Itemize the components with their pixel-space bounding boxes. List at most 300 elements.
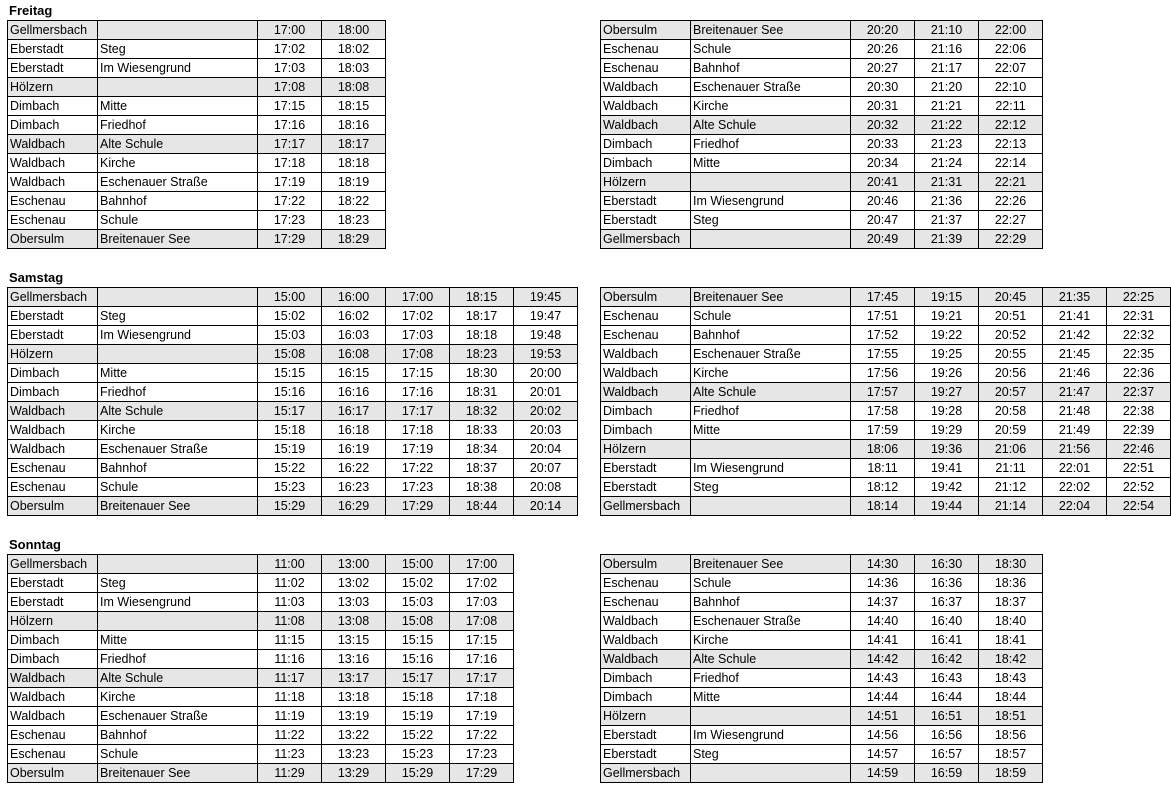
time-cell: 15:03	[258, 326, 322, 345]
time-cell: 20:30	[851, 78, 915, 97]
time-cell: 14:36	[851, 574, 915, 593]
town-cell: Eschenau	[8, 745, 98, 764]
stop-cell	[98, 612, 258, 631]
table-row	[601, 612, 1043, 631]
table-row	[8, 497, 578, 516]
time-cell: 14:41	[851, 631, 915, 650]
time-cell: 19:48	[514, 326, 578, 345]
town-cell: Waldbach	[601, 78, 691, 97]
time-cell: 16:42	[915, 650, 979, 669]
town-cell: Obersulm	[8, 230, 98, 249]
stop-cell: Eschenauer Straße	[691, 78, 851, 97]
table-row	[8, 97, 386, 116]
table-row	[601, 345, 1171, 364]
time-cell: 18:06	[851, 440, 915, 459]
stop-cell: Eschenauer Straße	[98, 173, 258, 192]
town-cell: Dimbach	[8, 364, 98, 383]
time-cell: 11:03	[258, 593, 322, 612]
time-cell: 19:27	[915, 383, 979, 402]
time-cell: 17:22	[258, 192, 322, 211]
table-row	[8, 21, 386, 40]
town-cell: Eschenau	[601, 574, 691, 593]
time-cell: 17:19	[450, 707, 514, 726]
stop-cell	[98, 21, 258, 40]
time-cell: 15:08	[258, 345, 322, 364]
time-cell: 19:28	[915, 402, 979, 421]
time-cell: 20:45	[979, 288, 1043, 307]
stop-cell: Bahnhof	[98, 726, 258, 745]
time-cell: 21:23	[915, 135, 979, 154]
table-row	[601, 669, 1043, 688]
time-cell: 18:17	[450, 307, 514, 326]
time-cell: 17:08	[258, 78, 322, 97]
table-row	[601, 631, 1043, 650]
time-cell: 17:56	[851, 364, 915, 383]
time-cell: 13:29	[322, 764, 386, 783]
stop-cell: Im Wiesengrund	[691, 459, 851, 478]
stop-cell: Im Wiesengrund	[98, 326, 258, 345]
time-cell: 15:29	[258, 497, 322, 516]
town-cell: Dimbach	[601, 688, 691, 707]
time-cell: 17:08	[450, 612, 514, 631]
time-cell: 13:19	[322, 707, 386, 726]
time-cell: 22:36	[1107, 364, 1171, 383]
time-cell: 18:40	[979, 612, 1043, 631]
time-cell: 17:15	[258, 97, 322, 116]
time-cell: 22:21	[979, 173, 1043, 192]
town-cell: Obersulm	[601, 21, 691, 40]
time-cell: 18:59	[979, 764, 1043, 783]
time-cell: 11:19	[258, 707, 322, 726]
town-cell: Eberstadt	[601, 726, 691, 745]
time-cell: 17:02	[450, 574, 514, 593]
town-cell: Hölzern	[601, 440, 691, 459]
town-cell: Eberstadt	[8, 307, 98, 326]
time-cell: 17:58	[851, 402, 915, 421]
town-cell: Gellmersbach	[8, 555, 98, 574]
town-cell: Dimbach	[8, 631, 98, 650]
stop-cell	[691, 764, 851, 783]
town-cell: Eschenau	[601, 40, 691, 59]
time-cell: 22:25	[1107, 288, 1171, 307]
time-cell: 19:22	[915, 326, 979, 345]
stop-cell: Friedhof	[98, 116, 258, 135]
time-cell: 16:03	[322, 326, 386, 345]
time-cell: 21:49	[1043, 421, 1107, 440]
time-cell: 17:22	[386, 459, 450, 478]
table-row	[8, 288, 578, 307]
time-cell: 17:15	[450, 631, 514, 650]
time-cell: 11:02	[258, 574, 322, 593]
time-cell: 22:04	[1043, 497, 1107, 516]
town-cell: Eberstadt	[8, 593, 98, 612]
stop-cell: Steg	[691, 745, 851, 764]
time-cell: 21:20	[915, 78, 979, 97]
stop-cell: Schule	[98, 745, 258, 764]
table-row	[601, 402, 1171, 421]
timetable-samstag-return	[600, 287, 1171, 516]
town-cell: Hölzern	[8, 345, 98, 364]
time-cell: 15:00	[386, 555, 450, 574]
town-cell: Hölzern	[601, 707, 691, 726]
town-cell: Waldbach	[601, 631, 691, 650]
time-cell: 20:51	[979, 307, 1043, 326]
time-cell: 15:18	[258, 421, 322, 440]
table-row	[8, 669, 514, 688]
time-cell: 14:30	[851, 555, 915, 574]
stop-cell: Alte Schule	[98, 402, 258, 421]
time-cell: 16:22	[322, 459, 386, 478]
time-cell: 21:35	[1043, 288, 1107, 307]
town-cell: Gellmersbach	[601, 497, 691, 516]
time-cell: 18:51	[979, 707, 1043, 726]
time-cell: 16:18	[322, 421, 386, 440]
stop-cell	[691, 230, 851, 249]
time-cell: 21:46	[1043, 364, 1107, 383]
time-cell: 17:23	[258, 211, 322, 230]
time-cell: 15:22	[258, 459, 322, 478]
table-row	[8, 383, 578, 402]
town-cell: Eberstadt	[601, 745, 691, 764]
stop-cell: Kirche	[691, 631, 851, 650]
time-cell: 17:16	[258, 116, 322, 135]
time-cell: 20:32	[851, 116, 915, 135]
time-cell: 13:18	[322, 688, 386, 707]
time-cell: 20:03	[514, 421, 578, 440]
town-cell: Eberstadt	[8, 574, 98, 593]
stop-cell: Alte Schule	[691, 650, 851, 669]
time-cell: 17:57	[851, 383, 915, 402]
time-cell: 15:03	[386, 593, 450, 612]
time-cell: 13:00	[322, 555, 386, 574]
town-cell: Eschenau	[601, 593, 691, 612]
table-row	[601, 555, 1043, 574]
table-row	[601, 364, 1171, 383]
town-cell: Eberstadt	[601, 211, 691, 230]
stop-cell: Kirche	[691, 364, 851, 383]
time-cell: 20:00	[514, 364, 578, 383]
time-cell: 17:00	[386, 288, 450, 307]
time-cell: 20:46	[851, 192, 915, 211]
time-cell: 17:51	[851, 307, 915, 326]
time-cell: 18:32	[450, 402, 514, 421]
stop-cell: Breitenauer See	[691, 21, 851, 40]
town-cell: Eberstadt	[601, 459, 691, 478]
time-cell: 17:17	[258, 135, 322, 154]
time-cell: 22:52	[1107, 478, 1171, 497]
time-cell: 14:44	[851, 688, 915, 707]
table-row	[8, 78, 386, 97]
time-cell: 17:08	[386, 345, 450, 364]
time-cell: 17:00	[450, 555, 514, 574]
time-cell: 17:19	[386, 440, 450, 459]
town-cell: Waldbach	[8, 669, 98, 688]
time-cell: 14:57	[851, 745, 915, 764]
time-cell: 17:18	[386, 421, 450, 440]
time-cell: 13:15	[322, 631, 386, 650]
table-row	[8, 631, 514, 650]
town-cell: Eberstadt	[8, 40, 98, 59]
time-cell: 16:30	[915, 555, 979, 574]
time-cell: 21:14	[979, 497, 1043, 516]
stop-cell: Breitenauer See	[98, 764, 258, 783]
time-cell: 15:22	[386, 726, 450, 745]
time-cell: 22:00	[979, 21, 1043, 40]
time-cell: 17:29	[450, 764, 514, 783]
time-cell: 16:17	[322, 402, 386, 421]
time-cell: 20:01	[514, 383, 578, 402]
town-cell: Gellmersbach	[601, 230, 691, 249]
time-cell: 22:10	[979, 78, 1043, 97]
table-row	[601, 726, 1043, 745]
time-cell: 18:00	[322, 21, 386, 40]
town-cell: Eberstadt	[8, 59, 98, 78]
town-cell: Waldbach	[601, 364, 691, 383]
table-row	[601, 478, 1171, 497]
stop-cell: Kirche	[98, 154, 258, 173]
time-cell: 17:18	[258, 154, 322, 173]
time-cell: 14:43	[851, 669, 915, 688]
time-cell: 16:59	[915, 764, 979, 783]
table-row	[601, 497, 1171, 516]
time-cell: 13:22	[322, 726, 386, 745]
stop-cell: Breitenauer See	[691, 288, 851, 307]
table-row	[8, 421, 578, 440]
table-row	[8, 326, 578, 345]
time-cell: 18:37	[450, 459, 514, 478]
section-title-sonntag: Sonntag	[9, 537, 61, 552]
time-cell: 20:49	[851, 230, 915, 249]
town-cell: Obersulm	[8, 764, 98, 783]
time-cell: 18:18	[322, 154, 386, 173]
town-cell: Dimbach	[601, 154, 691, 173]
table-row	[8, 707, 514, 726]
time-cell: 15:16	[258, 383, 322, 402]
time-cell: 16:43	[915, 669, 979, 688]
table-row	[8, 593, 514, 612]
time-cell: 15:08	[386, 612, 450, 631]
town-cell: Waldbach	[8, 173, 98, 192]
time-cell: 20:08	[514, 478, 578, 497]
time-cell: 13:02	[322, 574, 386, 593]
stop-cell	[691, 707, 851, 726]
table-row	[601, 288, 1171, 307]
time-cell: 18:42	[979, 650, 1043, 669]
time-cell: 16:02	[322, 307, 386, 326]
time-cell: 18:36	[979, 574, 1043, 593]
stop-cell: Mitte	[691, 421, 851, 440]
time-cell: 20:59	[979, 421, 1043, 440]
town-cell: Waldbach	[8, 707, 98, 726]
table-row	[8, 154, 386, 173]
time-cell: 20:52	[979, 326, 1043, 345]
time-cell: 11:29	[258, 764, 322, 783]
time-cell: 19:26	[915, 364, 979, 383]
table-row	[8, 402, 578, 421]
town-cell: Hölzern	[8, 78, 98, 97]
table-row	[8, 459, 578, 478]
time-cell: 16:16	[322, 383, 386, 402]
time-cell: 22:12	[979, 116, 1043, 135]
time-cell: 18:29	[322, 230, 386, 249]
town-cell: Eschenau	[601, 326, 691, 345]
stop-cell: Steg	[98, 574, 258, 593]
table-row	[8, 574, 514, 593]
time-cell: 22:11	[979, 97, 1043, 116]
time-cell: 19:29	[915, 421, 979, 440]
time-cell: 11:23	[258, 745, 322, 764]
time-cell: 18:19	[322, 173, 386, 192]
table-row	[601, 97, 1043, 116]
time-cell: 16:57	[915, 745, 979, 764]
time-cell: 15:23	[258, 478, 322, 497]
stop-cell: Alte Schule	[98, 669, 258, 688]
time-cell: 17:02	[258, 40, 322, 59]
time-cell: 22:27	[979, 211, 1043, 230]
time-cell: 15:17	[258, 402, 322, 421]
table-row	[8, 345, 578, 364]
time-cell: 13:23	[322, 745, 386, 764]
time-cell: 16:23	[322, 478, 386, 497]
time-cell: 18:37	[979, 593, 1043, 612]
town-cell: Waldbach	[8, 688, 98, 707]
time-cell: 15:00	[258, 288, 322, 307]
time-cell: 18:43	[979, 669, 1043, 688]
time-cell: 22:54	[1107, 497, 1171, 516]
town-cell: Dimbach	[8, 383, 98, 402]
table-row	[601, 307, 1171, 326]
time-cell: 16:08	[322, 345, 386, 364]
town-cell: Waldbach	[601, 612, 691, 631]
time-cell: 18:30	[450, 364, 514, 383]
table-row	[8, 192, 386, 211]
time-cell: 21:47	[1043, 383, 1107, 402]
time-cell: 20:26	[851, 40, 915, 59]
town-cell: Obersulm	[601, 288, 691, 307]
time-cell: 13:08	[322, 612, 386, 631]
stop-cell: Breitenauer See	[98, 497, 258, 516]
time-cell: 21:39	[915, 230, 979, 249]
stop-cell: Friedhof	[98, 383, 258, 402]
time-cell: 16:37	[915, 593, 979, 612]
table-row	[601, 650, 1043, 669]
time-cell: 22:07	[979, 59, 1043, 78]
time-cell: 20:55	[979, 345, 1043, 364]
town-cell: Obersulm	[601, 555, 691, 574]
time-cell: 20:20	[851, 21, 915, 40]
stop-cell: Breitenauer See	[691, 555, 851, 574]
stop-cell: Mitte	[98, 631, 258, 650]
time-cell: 18:14	[851, 497, 915, 516]
stop-cell: Friedhof	[98, 650, 258, 669]
time-cell: 19:45	[514, 288, 578, 307]
time-cell: 19:53	[514, 345, 578, 364]
stop-cell	[691, 497, 851, 516]
stop-cell: Im Wiesengrund	[98, 59, 258, 78]
town-cell: Eschenau	[8, 211, 98, 230]
stop-cell: Friedhof	[691, 402, 851, 421]
stop-cell: Schule	[691, 40, 851, 59]
table-row	[601, 707, 1043, 726]
stop-cell: Im Wiesengrund	[98, 593, 258, 612]
time-cell: 21:22	[915, 116, 979, 135]
stop-cell: Bahnhof	[691, 326, 851, 345]
town-cell: Hölzern	[8, 612, 98, 631]
time-cell: 18:02	[322, 40, 386, 59]
time-cell: 16:51	[915, 707, 979, 726]
town-cell: Waldbach	[8, 402, 98, 421]
stop-cell: Bahnhof	[98, 192, 258, 211]
stop-cell: Schule	[691, 307, 851, 326]
table-row	[601, 593, 1043, 612]
time-cell: 20:02	[514, 402, 578, 421]
time-cell: 16:15	[322, 364, 386, 383]
stop-cell	[98, 288, 258, 307]
time-cell: 21:17	[915, 59, 979, 78]
town-cell: Waldbach	[8, 135, 98, 154]
time-cell: 17:03	[258, 59, 322, 78]
table-row	[601, 745, 1043, 764]
time-cell: 17:17	[386, 402, 450, 421]
stop-cell: Schule	[691, 574, 851, 593]
time-cell: 22:32	[1107, 326, 1171, 345]
table-row	[601, 764, 1043, 783]
table-row	[8, 364, 578, 383]
table-row	[8, 40, 386, 59]
time-cell: 18:23	[322, 211, 386, 230]
section-title-freitag: Freitag	[9, 3, 53, 18]
table-row	[601, 574, 1043, 593]
stop-cell	[98, 345, 258, 364]
time-cell: 16:56	[915, 726, 979, 745]
stop-cell: Eschenauer Straße	[98, 440, 258, 459]
time-cell: 18:15	[450, 288, 514, 307]
time-cell: 15:19	[386, 707, 450, 726]
town-cell: Dimbach	[601, 669, 691, 688]
time-cell: 19:36	[915, 440, 979, 459]
stop-cell: Kirche	[98, 688, 258, 707]
time-cell: 18:34	[450, 440, 514, 459]
time-cell: 22:06	[979, 40, 1043, 59]
table-row	[601, 326, 1171, 345]
time-cell: 17:00	[258, 21, 322, 40]
stop-cell: Breitenauer See	[98, 230, 258, 249]
time-cell: 21:56	[1043, 440, 1107, 459]
town-cell: Eschenau	[8, 478, 98, 497]
time-cell: 17:29	[258, 230, 322, 249]
time-cell: 16:19	[322, 440, 386, 459]
time-cell: 22:02	[1043, 478, 1107, 497]
stop-cell: Bahnhof	[691, 593, 851, 612]
time-cell: 19:44	[915, 497, 979, 516]
section-title-samstag: Samstag	[9, 270, 64, 285]
time-cell: 17:02	[386, 307, 450, 326]
stop-cell: Schule	[98, 478, 258, 497]
time-cell: 17:23	[386, 478, 450, 497]
time-cell: 13:16	[322, 650, 386, 669]
stop-cell: Mitte	[98, 364, 258, 383]
time-cell: 14:56	[851, 726, 915, 745]
time-cell: 19:41	[915, 459, 979, 478]
table-row	[8, 612, 514, 631]
table-row	[8, 555, 514, 574]
town-cell: Waldbach	[601, 116, 691, 135]
town-cell: Dimbach	[601, 135, 691, 154]
time-cell: 22:29	[979, 230, 1043, 249]
time-cell: 14:37	[851, 593, 915, 612]
stop-cell: Steg	[98, 307, 258, 326]
stop-cell	[691, 440, 851, 459]
